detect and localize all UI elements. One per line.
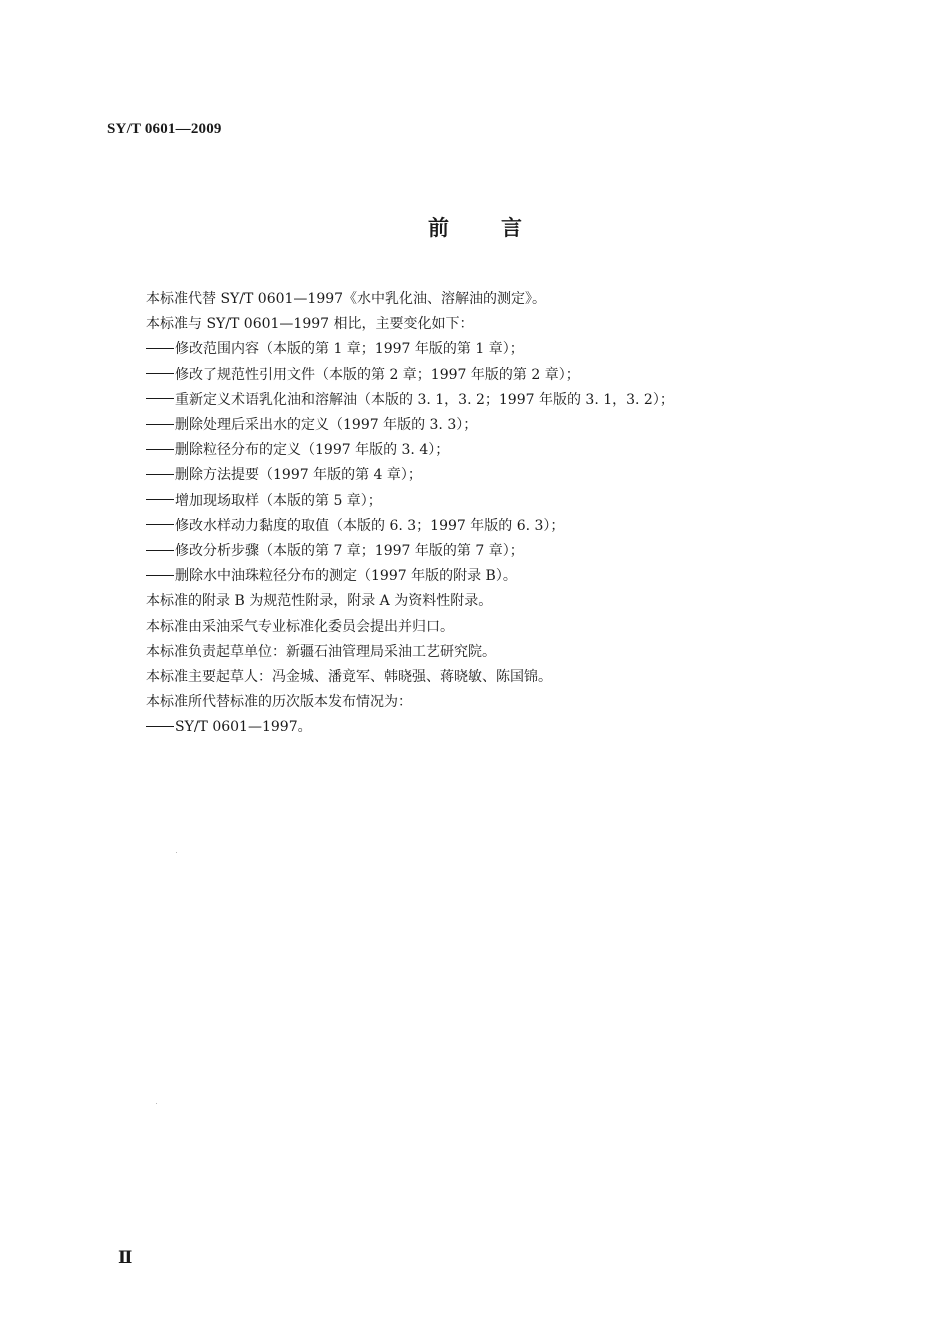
list-item [146,463,866,488]
list-item-text: 删除处理后采出水的定义（1997 年版的 3. 3）； [175,417,478,434]
paragraph: 本标准代替 SY/T 0601—1997《水中乳化油、溶解油的测定》。 [146,291,547,307]
history-item-text: SY/T 0601—1997。 [175,719,312,736]
list-item-text: 增加现场取样（本版的第 5 章）； [175,492,382,509]
list-item [146,413,866,438]
paragraph: 本标准与 SY/T 0601—1997 相比，主要变化如下： [146,316,474,333]
list-item-text: 重新定义术语乳化油和溶解油（本版的 3. 1，3. 2；1997 年版的 3. 1，3. 2）； [175,391,674,408]
dash-mark [146,424,174,425]
dash-mark [146,449,174,450]
paragraph: 本标准的附录 B 为规范性附录，附录 A 为资料性附录。 [146,593,493,610]
dash-mark [146,398,174,399]
list-item [146,337,866,362]
dash-mark [146,373,174,374]
list-item [146,489,866,514]
dash-mark [146,726,174,727]
scan-speck [176,852,177,853]
list-item-text: 删除粒径分布的定义（1997 年版的 3. 4）； [175,442,450,459]
list-item [146,363,866,388]
list-item-text: 修改水样动力黏度的取值（本版的 6. 3；1997 年版的 6. 3）； [175,517,565,534]
paragraph: 本标准负责起草单位：新疆石油管理局采油工艺研究院。 [146,643,496,660]
list-item-text: 修改了规范性引用文件（本版的第 2 章；1997 年版的第 2 章）； [175,366,580,383]
dash-mark [146,524,174,525]
page-number: Ⅱ [118,1248,133,1267]
list-item [146,514,866,539]
foreword-body [146,287,866,741]
paragraph: 本标准主要起草人：冯金城、潘竟军、韩晓强、蒋晓敏、陈国锦。 [146,669,552,686]
list-item [146,438,866,463]
list-item-text: 修改范围内容（本版的第 1 章；1997 年版的第 1 章）； [175,341,524,358]
list-item [146,564,866,589]
dash-mark [146,474,174,475]
scan-speck [156,1103,157,1104]
history-item [146,715,866,740]
dash-mark [146,348,174,349]
dash-mark [146,575,174,576]
dash-mark [146,499,174,500]
document-code: SY/T 0601—2009 [107,121,222,137]
dash-mark [146,550,174,551]
list-item [146,388,866,413]
changes-list [146,337,866,589]
list-item-text: 修改分析步骤（本版的第 7 章；1997 年版的第 7 章）； [175,543,524,560]
page-title: 前言 [428,216,574,240]
list-item [146,539,866,564]
list-item-text: 删除水中油珠粒径分布的测定（1997 年版的附录 B）。 [175,568,517,585]
list-item-text: 删除方法提要（1997 年版的第 4 章）； [175,467,422,484]
paragraph: 本标准由采油采气专业标准化委员会提出并归口。 [146,618,454,635]
paragraph: 本标准所代替标准的历次版本发布情况为： [146,694,412,711]
